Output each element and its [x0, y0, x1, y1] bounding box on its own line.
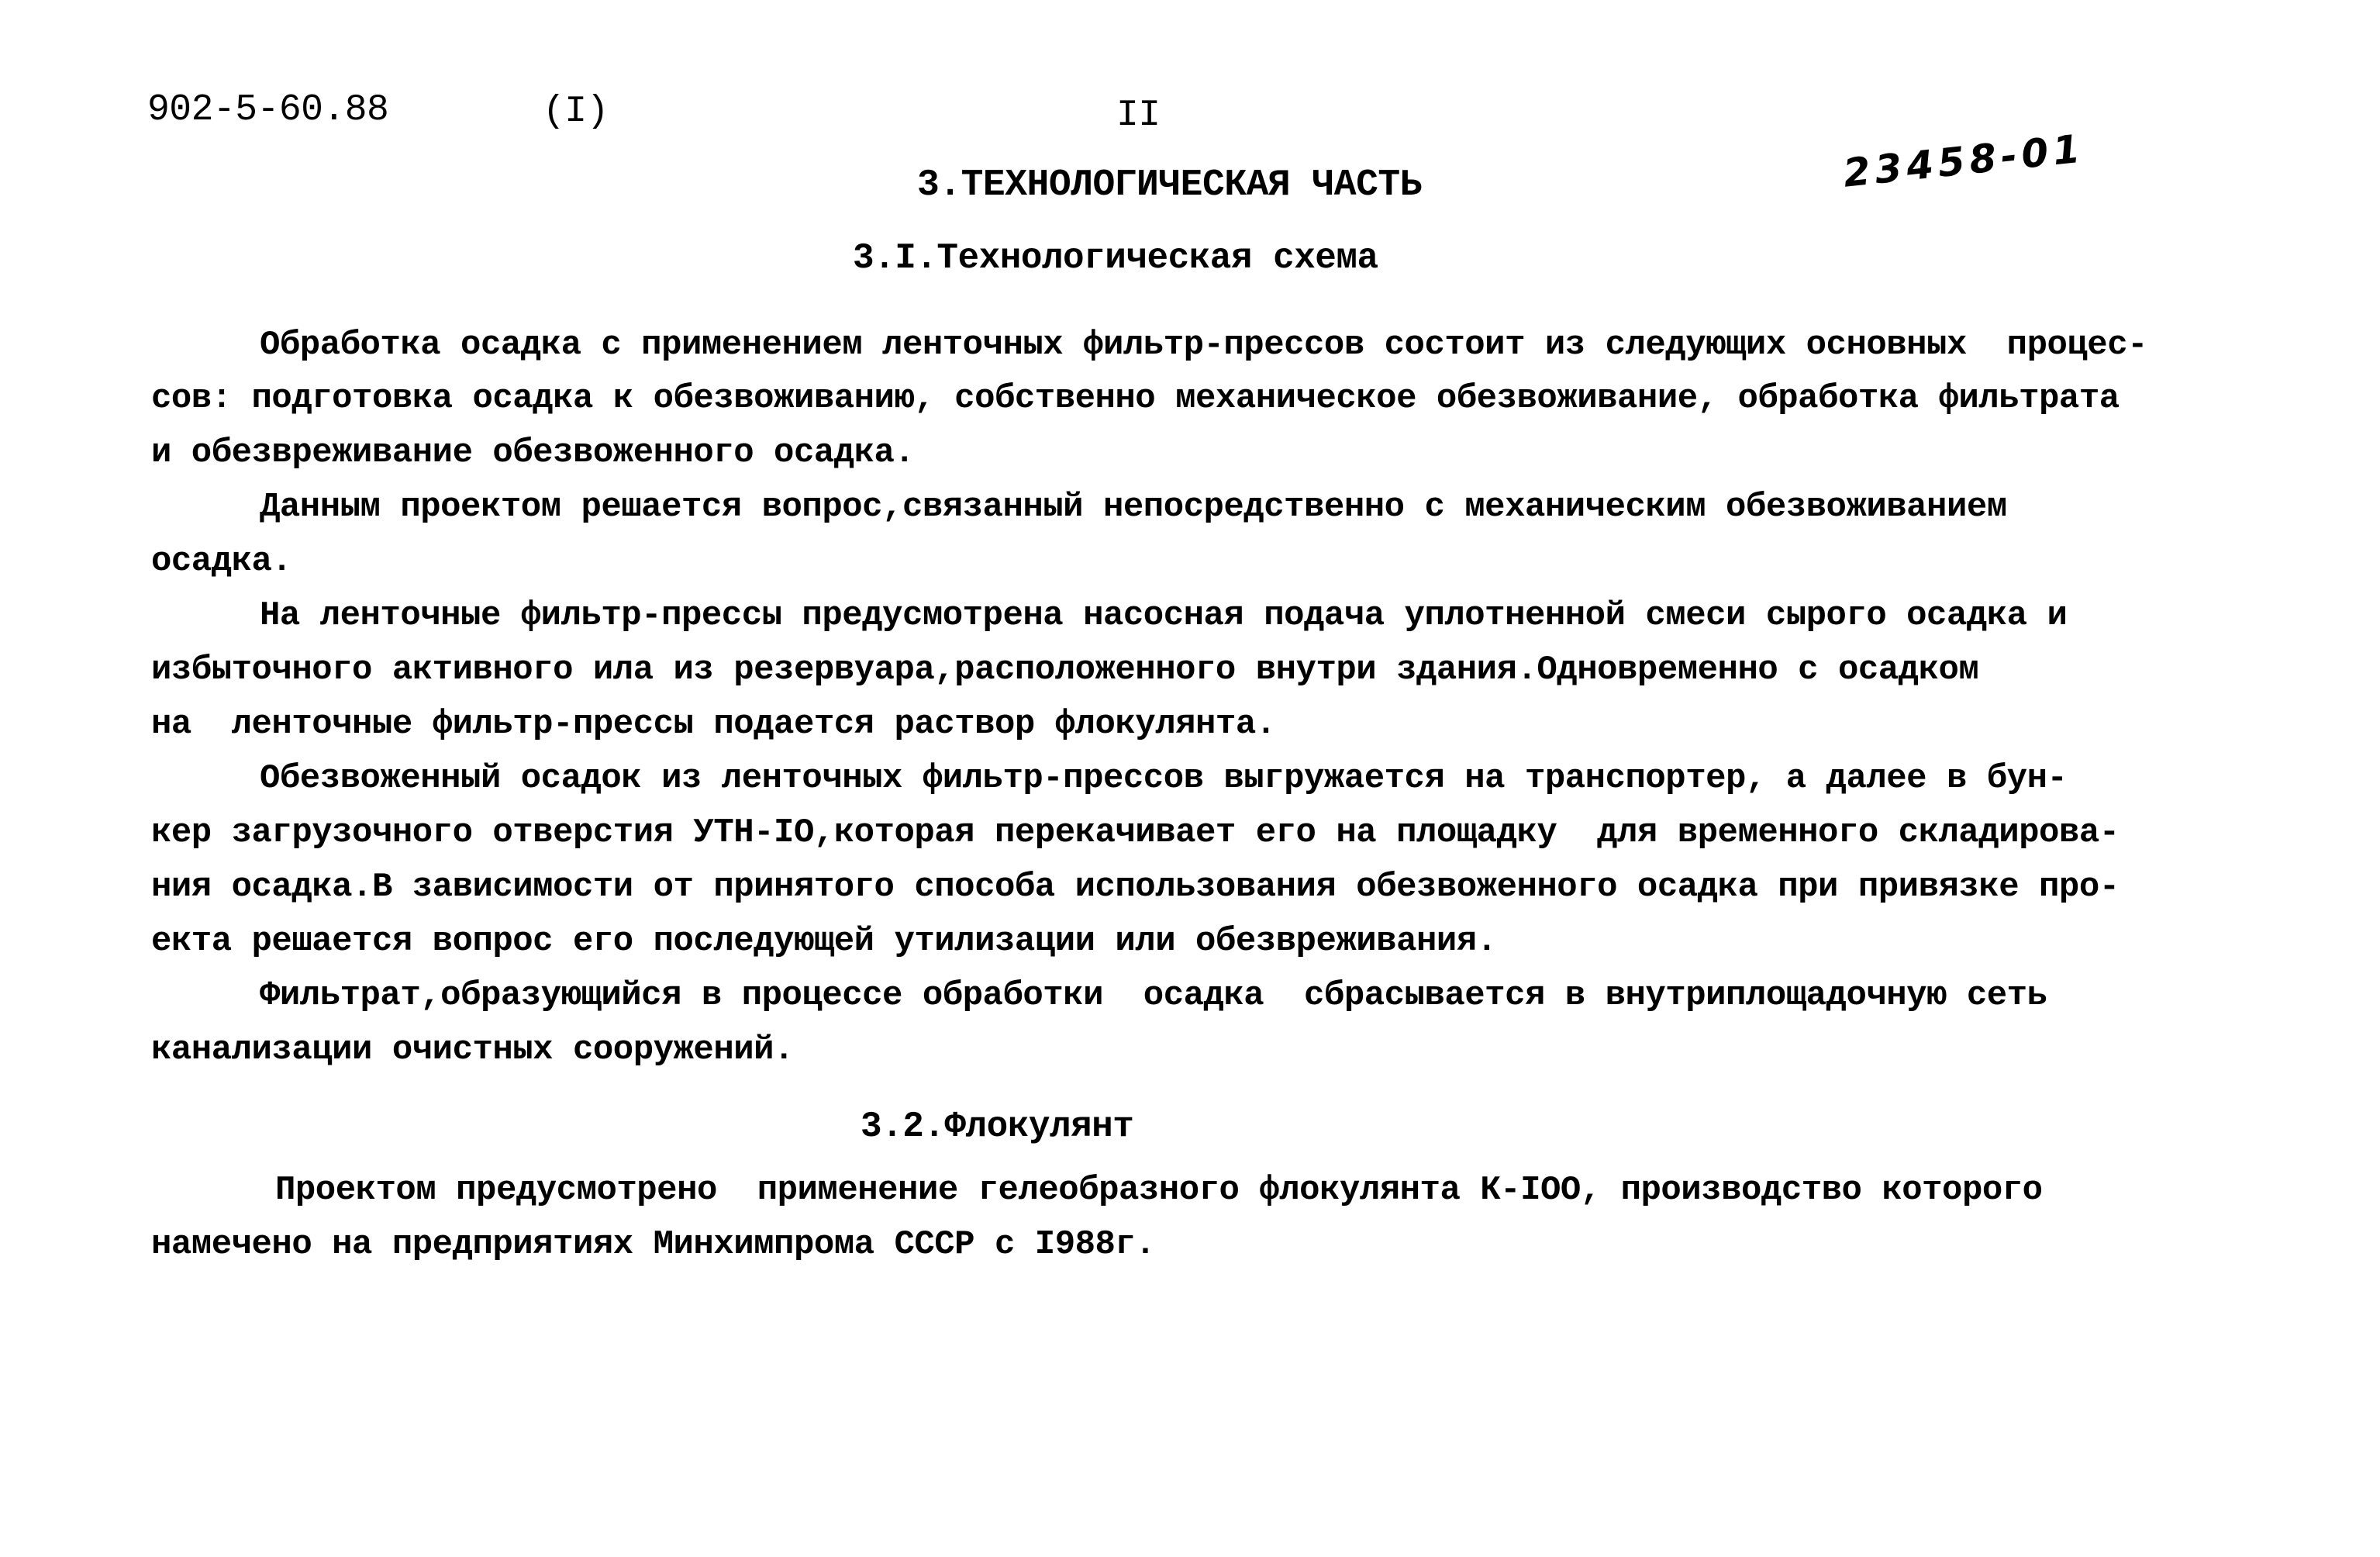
volume-number: (I) [543, 91, 609, 133]
body-line: избыточного активного ила из резервуара,расположенного внутри здания.Одновременно с осадком [151, 651, 1979, 689]
subsection-title: 3.I.Технологическая схема [853, 238, 1378, 278]
body-line: и обезвреживание обезвоженного осадка. [151, 433, 915, 472]
body-line: Обезвоженный осадок из ленточных фильтр-прессов выгружается на транспортер, а далее в бун- [260, 759, 2068, 798]
body-line: екта решается вопрос его последующей утилизации или обезвреживания. [151, 922, 1497, 961]
body-line: На ленточные фильтр-прессы предусмотрена насосная подача уплотненной смеси сырого осадка и [260, 596, 2068, 635]
body-line: Проектом предусмотрено применение гелеобразного флокулянта К-IOO, производство которого [275, 1171, 2043, 1210]
body-line: ния осадка.В зависимости от принятого способа использования обезвоженного осадка при привязке про- [151, 868, 2120, 906]
body-line: намечено на предприятиях Минхимпрома СССР с I988г. [151, 1225, 1156, 1264]
body-line: на ленточные фильтр-прессы подается раствор флокулянта. [151, 705, 1276, 744]
document-code: 902-5-60.88 [147, 89, 389, 131]
page-number: II [1116, 95, 1161, 136]
body-line: осадка. [151, 542, 292, 581]
subsection-title: 3.2.Флокулянт [861, 1106, 1134, 1147]
body-line: Фильтрат,образующийся в процессе обработки осадка сбрасывается в внутриплощадочную сеть [260, 976, 2047, 1015]
body-line: Данным проектом решается вопрос,связанный непосредственно с механическим обезвоживанием [260, 488, 2007, 526]
body-line: Обработка осадка с применением ленточных фильтр-прессов состоит из следующих основных процес- [260, 326, 2148, 364]
body-line: кер загрузочного отверстия УТН-IO,которая перекачивает его на площадку для временного складирова- [151, 813, 2120, 852]
section-title: 3.ТЕХНОЛОГИЧЕСКАЯ ЧАСТЬ [917, 164, 1423, 206]
body-line: канализации очистных сооружений. [151, 1031, 794, 1069]
body-line: сов: подготовка осадка к обезвоживанию, собственно механическое обезвоживание, обработка фильтрата [151, 379, 2120, 418]
handwritten-archive-number: 23458-01 [1841, 126, 2087, 196]
